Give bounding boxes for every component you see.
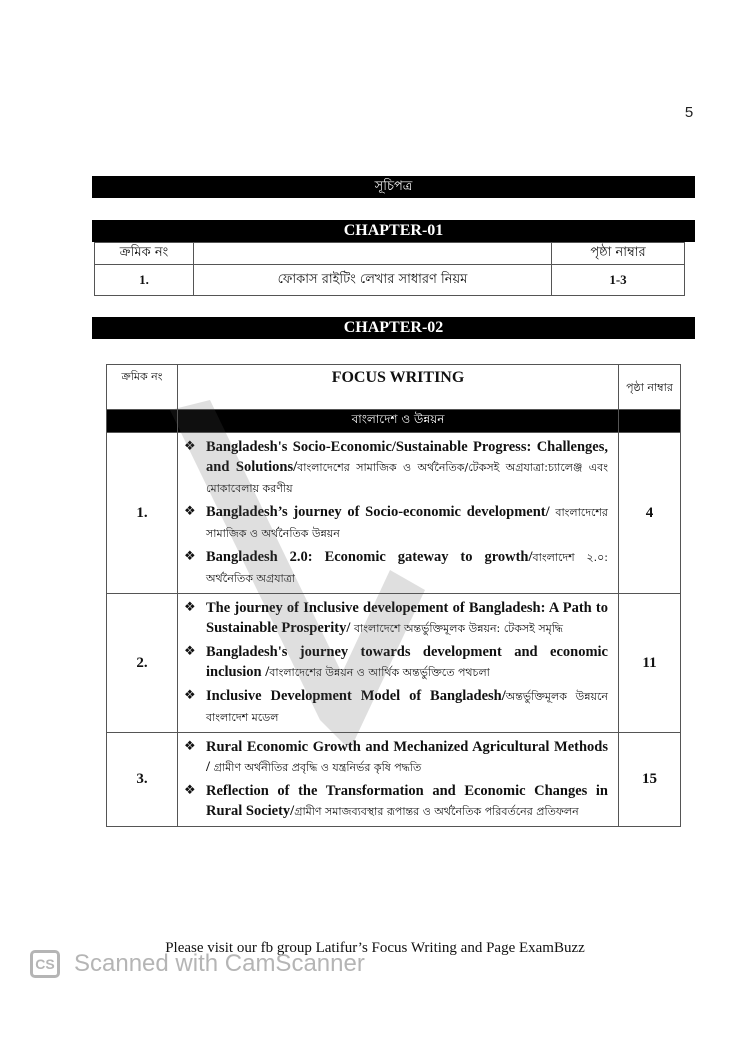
diamond-bullet-icon: ❖ xyxy=(184,600,196,615)
serial-cell: 1. xyxy=(95,265,194,296)
topic-bangla: বাংলাদেশের উন্নয়ন ও আর্থিক অন্তর্ভুক্তিতে পথচলা xyxy=(269,666,490,679)
topic-bangla: বাংলাদেশ ২.০: অর্থনৈতিক অগ্রযাত্রা xyxy=(206,551,608,585)
serial-cell: 3. xyxy=(107,733,178,827)
camscanner-logo: CS xyxy=(30,950,60,978)
chapter-01-heading: CHAPTER-01 xyxy=(92,220,695,242)
table-header-row xyxy=(95,243,685,265)
topic-item xyxy=(184,502,608,544)
topic-item xyxy=(184,781,608,822)
topic-english: Bangladesh 2.0: Economic gateway to growth/ xyxy=(206,549,533,565)
topic-english: Bangladesh's journey towards development and economic inclusion / xyxy=(206,644,608,680)
chapter-01-table xyxy=(94,242,685,296)
serial-cell: 1. xyxy=(107,433,178,594)
section-heading-row xyxy=(107,410,681,433)
diamond-bullet-icon: ❖ xyxy=(184,688,196,703)
diamond-bullet-icon: ❖ xyxy=(184,644,196,659)
table-row xyxy=(107,594,681,733)
serial-header: ক্রমিক নং xyxy=(95,243,194,265)
topic-bangla: বাংলাদেশে অন্তর্ভুক্তিমূলক উন্নয়ন: টেকসই সমৃদ্ধি xyxy=(353,622,563,635)
table-row xyxy=(95,265,685,296)
topic-english: Inclusive Development Model of Bangladesh/ xyxy=(206,688,506,704)
topics-cell xyxy=(178,594,619,733)
topic-english: The journey of Inclusive developement of Bangladesh: A Path to Sustainable Prosperity/ xyxy=(206,600,608,636)
page-header: পৃষ্ঠা নাম্বার xyxy=(552,243,685,265)
topic-bangla: গ্রামীণ অর্থনীতির প্রবৃদ্ধি ও যন্ত্রনির্ভর কৃষি পদ্ধতি xyxy=(213,761,422,774)
page-number: 5 xyxy=(684,104,694,121)
footer-text: Please visit our fb group Latifur’s Focus Writing and Page ExamBuzz xyxy=(165,940,585,956)
page-cell: 11 xyxy=(619,594,681,733)
diamond-bullet-icon: ❖ xyxy=(184,504,196,519)
topic-item xyxy=(184,547,608,589)
table-header-row xyxy=(107,365,681,410)
chapter-02-heading: CHAPTER-02 xyxy=(92,317,695,339)
topic-item xyxy=(184,598,608,639)
page-cell: 1-3 xyxy=(552,265,685,296)
topic-english: Bangladesh’s journey of Socio-economic development/ xyxy=(206,504,556,520)
topic-bangla: অন্তর্ভুক্তিমূলক উন্নয়নে বাংলাদেশ মডেল xyxy=(206,690,608,724)
topic-header xyxy=(194,243,552,265)
page-header: পৃষ্ঠা নাম্বার xyxy=(619,365,681,410)
table-of-contents-heading: সূচিপত্র xyxy=(92,176,695,198)
table-row xyxy=(107,433,681,594)
topic-bangla: বাংলাদেশের সামাজিক ও অর্থনৈতিক/টেকসই অগ্রযাত্রা:চ্যালেঞ্জ এবং মোকাবেলায় করণীয় xyxy=(206,461,608,495)
topic-cell: ফোকাস রাইটিং লেখার সাধারণ নিয়ম xyxy=(194,265,552,296)
topic-item xyxy=(184,437,608,499)
topic-english: Reflection of the Transformation and Economic Changes in Rural Society/ xyxy=(206,783,608,819)
section-blank-cell xyxy=(107,410,178,433)
topic-item xyxy=(184,686,608,728)
topic-english: Bangladesh's Socio-Economic/Sustainable Progress: Challenges, and Solutions/ xyxy=(206,439,608,475)
diamond-bullet-icon: ❖ xyxy=(184,783,196,798)
section-blank-cell xyxy=(619,410,681,433)
topic-item xyxy=(184,737,608,778)
diamond-bullet-icon: ❖ xyxy=(184,739,196,754)
serial-cell: 2. xyxy=(107,594,178,733)
page-cell: 4 xyxy=(619,433,681,594)
scanner-watermark xyxy=(20,942,420,982)
serial-header: ক্রমিক নং xyxy=(107,365,178,410)
topic-item xyxy=(184,642,608,683)
topic-english: Rural Economic Growth and Mechanized Agricultural Methods / xyxy=(206,739,608,775)
topic-bangla: বাংলাদেশের সামাজিক ও অর্থনৈতিক উন্নয়ন xyxy=(206,506,608,540)
watermark-text: Scanned with CamScanner xyxy=(74,950,365,977)
diamond-bullet-icon: ❖ xyxy=(184,439,196,454)
topics-cell xyxy=(178,433,619,594)
chapter-02-table xyxy=(106,364,681,827)
table-row xyxy=(107,733,681,827)
topics-cell xyxy=(178,733,619,827)
topic-header: FOCUS WRITING xyxy=(178,365,619,410)
topic-bangla: গ্রামীণ সমাজব্যবস্থার রূপান্তর ও অর্থনৈতিক পরিবর্তনের প্রতিফলন xyxy=(294,805,579,818)
diamond-bullet-icon: ❖ xyxy=(184,549,196,564)
page-cell: 15 xyxy=(619,733,681,827)
section-heading: বাংলাদেশ ও উন্নয়ন xyxy=(178,410,619,433)
